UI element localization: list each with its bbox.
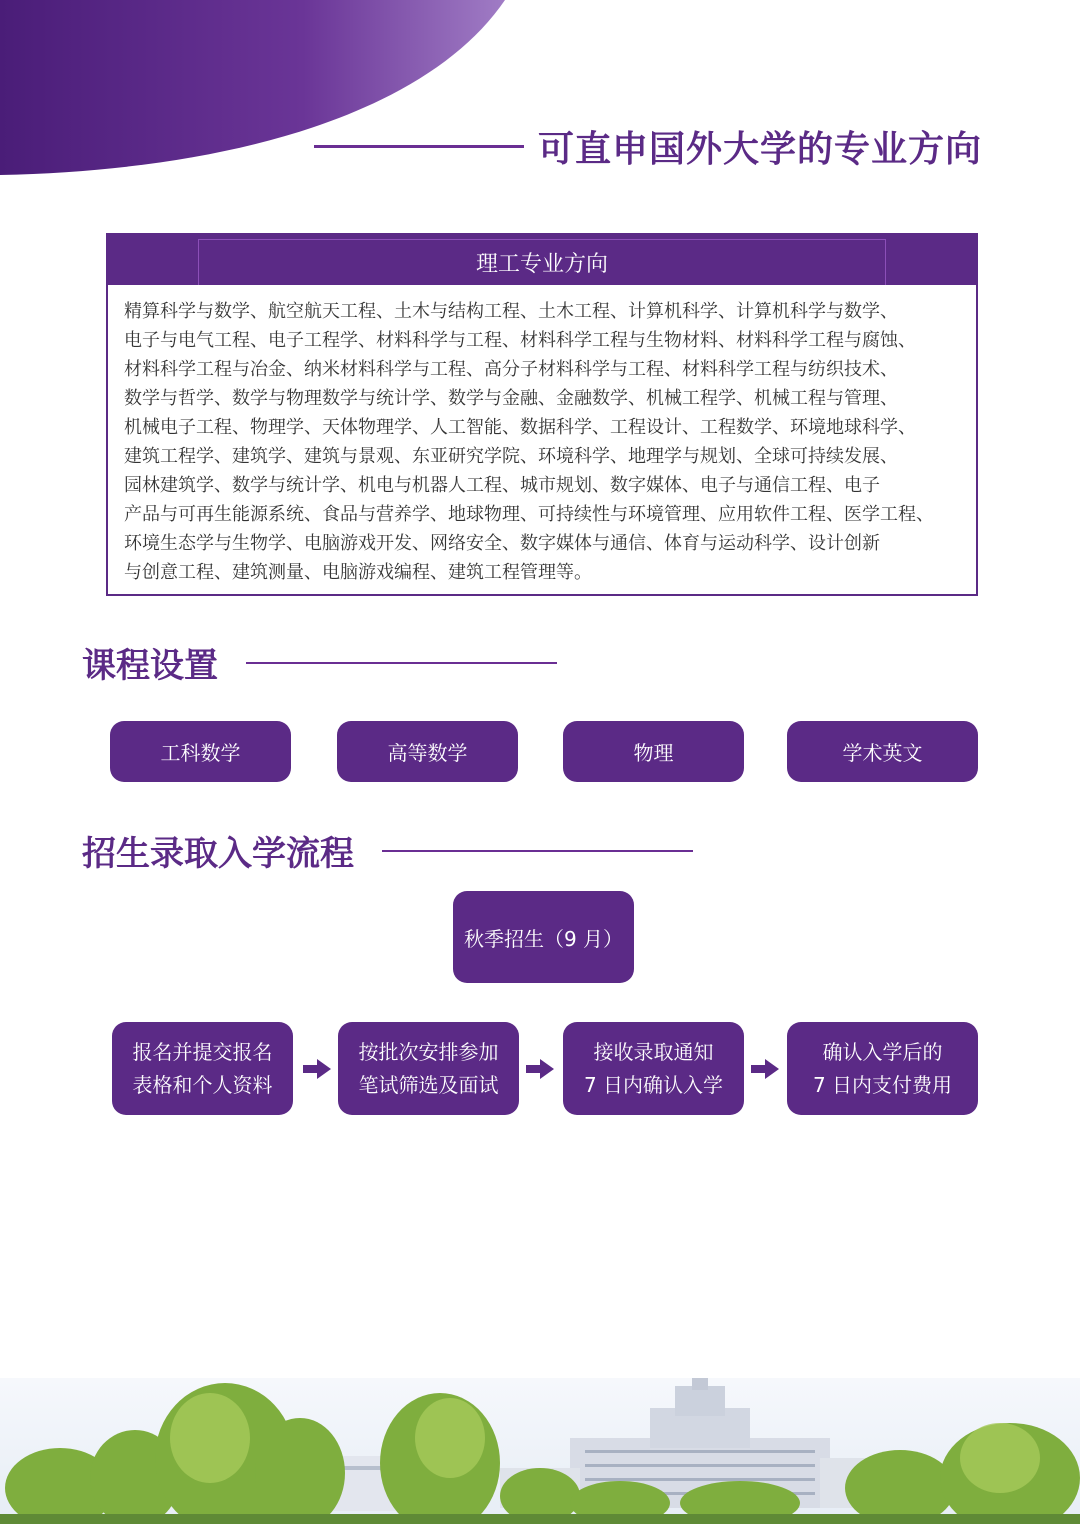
- majors-line: 精算科学与数学、航空航天工程、土木与结构工程、土木工程、计算机科学、计算机科学与数学、: [124, 301, 898, 322]
- intake-badge: 秋季招生（9 月）: [453, 891, 634, 983]
- process-step-line: 按批次安排参加: [358, 1039, 499, 1064]
- process-step: [787, 1022, 978, 1115]
- process-step-line: 7 日内确认入学: [583, 1072, 724, 1097]
- majors-line: 建筑工程学、建筑学、建筑与景观、东亚研究学院、环境科学、地理学与规划、全球可持续发展、: [124, 446, 898, 467]
- course-pill: 工科数学: [110, 721, 291, 782]
- course-pill: 学术英文: [787, 721, 978, 782]
- majors-list: [108, 285, 976, 587]
- process-step-line: 表格和个人资料: [132, 1072, 273, 1097]
- majors-panel: [106, 233, 978, 596]
- majors-line: 与创意工程、建筑测量、电脑游戏编程、建筑工程管理等。: [124, 562, 592, 583]
- majors-header-frame: [198, 239, 886, 285]
- majors-line: 电子与电气工程、电子工程学、材料科学与工程、材料科学工程与生物材料、材料科学工程与腐蚀、: [124, 330, 916, 351]
- course-pill: 高等数学: [337, 721, 518, 782]
- process-step-line: 接收录取通知: [593, 1039, 714, 1064]
- courses-rule: [246, 662, 557, 664]
- courses-title: 课程设置: [82, 646, 218, 686]
- majors-line: 材料科学工程与冶金、纳米材料科学与工程、高分子材料科学与工程、材料科学工程与纺织技术、: [124, 359, 898, 380]
- majors-heading: 理工专业方向: [475, 252, 608, 277]
- process-step-line: 笔试筛选及面试: [358, 1072, 499, 1097]
- header: [314, 118, 982, 174]
- process-step-line: 确认入学后的: [822, 1039, 943, 1064]
- admission-title: 招生录取入学流程: [82, 834, 354, 874]
- admission-rule: [382, 850, 693, 852]
- course-pill: 物理: [563, 721, 744, 782]
- campus-photo: [0, 1378, 1080, 1524]
- arrow-right-icon: [303, 1057, 331, 1081]
- majors-line: 园林建筑学、数学与统计学、机电与机器人工程、城市规划、数字媒体、电子与通信工程、电子: [124, 475, 880, 496]
- process-step: [563, 1022, 744, 1115]
- page-title: 可直申国外大学的专业方向: [537, 128, 982, 170]
- process-step: [112, 1022, 293, 1115]
- courses-section-header: [82, 638, 557, 687]
- arrow-right-icon: [526, 1057, 554, 1081]
- majors-header: [108, 235, 976, 285]
- majors-line: 数学与哲学、数学与物理数学与统计学、数学与金融、金融数学、机械工程学、机械工程与管理、: [124, 388, 898, 409]
- process-step-line: 7 日内支付费用: [812, 1072, 953, 1097]
- process-step: [338, 1022, 519, 1115]
- majors-line: 产品与可再生能源系统、食品与营养学、地球物理、可持续性与环境管理、应用软件工程、医学工程、: [124, 504, 934, 525]
- majors-line: 机械电子工程、物理学、天体物理学、人工智能、数据科学、工程设计、工程数学、环境地球科学、: [124, 417, 916, 438]
- majors-line: 环境生态学与生物学、电脑游戏开发、网络安全、数字媒体与通信、体育与运动科学、设计创新: [124, 533, 880, 554]
- admission-section-header: [82, 826, 693, 875]
- title-rule: [314, 145, 524, 148]
- process-step-line: 报名并提交报名: [132, 1039, 273, 1064]
- arrow-right-icon: [751, 1057, 779, 1081]
